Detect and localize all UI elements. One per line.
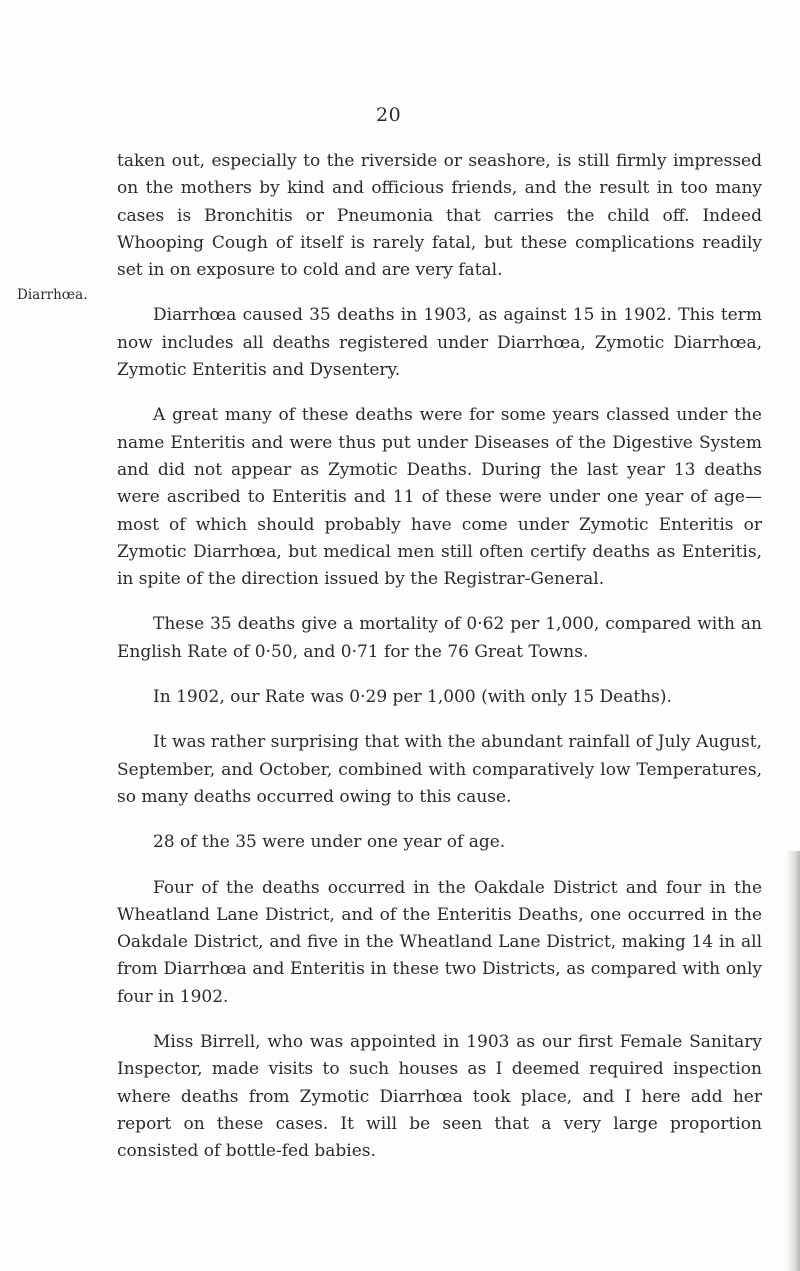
paragraph-districts: Four of the deaths occurred in the Oakdale District and four in the Wheatland Lane District, and of the Enteritis Deaths, one occurred in the Oakdale District, and five in the Wheatland Lane District, making 14 in all from Diarrhœa and Enteritis in these two Districts, as compared with only four in 1902.	[117, 877, 762, 1007]
paragraph-sanitary-inspector: Miss Birrell, who was appointed in 1903 as our first Female Sanitary Inspector, made visits to such houses as I deemed required inspection where deaths from Zymotic Diarrhœa took place, and I here add her report on these cases. It will be seen that a very large proportion consisted of bottle-fed babies.	[117, 1032, 762, 1162]
paragraph-enteritis-classification: A great many of these deaths were for some years classed under the name Enteritis and were thus put under Diseases of the Digestive System and did not appear as Zymotic Deaths. During the last year 13 deaths were ascribed to Enteritis and 11 of these were under one year of age—most of which should probably have come under Zymotic Enteritis or Zymotic Diarrhœa, but medical men still often certify deaths as Enteritis, in spite of the direction issued by the Registrar-General.	[117, 405, 762, 590]
margin-note-diarrhoea: Diarrhœa.	[17, 287, 88, 303]
page-number: 20	[376, 104, 402, 126]
paragraph-rainfall: It was rather surprising that with the abundant rainfall of July August, September, and October, combined with comparatively low Temperatures, so many deaths occurred owing to this cause.	[117, 732, 762, 807]
paragraph-1902-rate: In 1902, our Rate was 0·29 per 1,000 (with only 15 Deaths).	[153, 687, 672, 708]
paragraph-under-one-year: 28 of the 35 were under one year of age.	[153, 832, 506, 853]
paragraph-mortality-rate: These 35 deaths give a mortality of 0·62 per 1,000, compared with an English Rate of 0·50, and 0·71 for the 76 Great Towns.	[117, 614, 762, 662]
body-text	[117, 148, 762, 1184]
paragraph-diarrhoea-deaths: Diarrhœa caused 35 deaths in 1903, as against 15 in 1902. This term now includes all deaths registered under Diarrhœa, Zymotic Diarrhœa, Zymotic Enteritis and Dysentery.	[117, 305, 762, 381]
page-edge-shadow	[786, 851, 800, 1271]
paragraph-continuation: taken out, especially to the riverside or seashore, is still firmly impressed on the mothers by kind and officious friends, and the result in too many cases is Bronchitis or Pneumonia that carries the child off. Indeed Whooping Cough of itself is rarely fatal, but these complications readily set in on exposure to cold and are very fatal.	[117, 151, 762, 281]
